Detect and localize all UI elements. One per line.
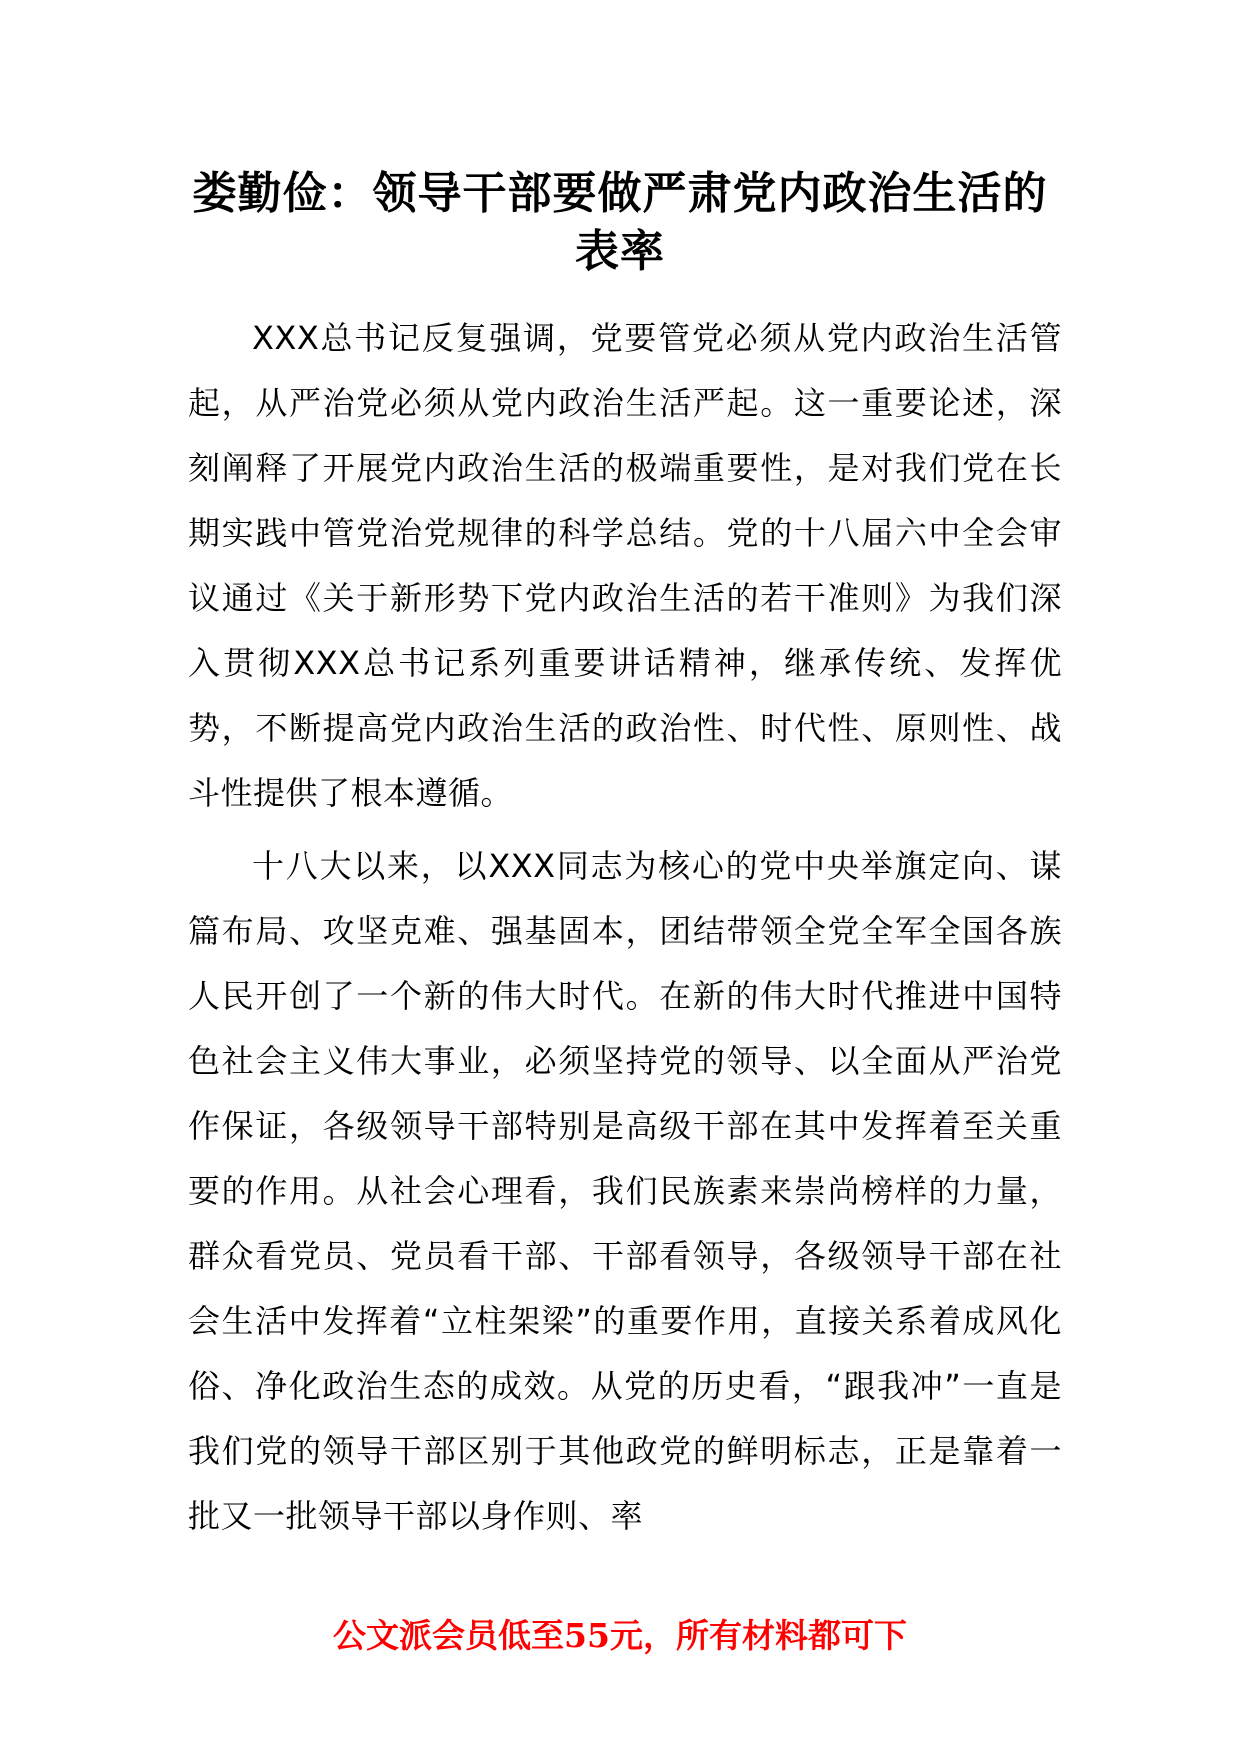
footer-advertisement: 公文派会员低至55元，所有材料都可下 [333, 1616, 907, 1655]
document-title: 娄勤俭：领导干部要做严肃党内政治生活的表率 [192, 168, 1048, 277]
paragraph-1: XXX总书记反复强调，党要管党必须从党内政治生活管起，从严治党必须从党内政治生活严起。这一重要论述，深刻阐释了开展党内政治生活的极端重要性，是对我们党在长期实践中管党治党规律的科学总结。党的十八届六中全会审议通过《关于新形势下党内政治生活的若干准则》为我们深入贯彻XXX总书记系列重要讲话精神，继承传统、发挥优势，不断提高党内政治生活的政治性、时代性、原则性、战斗性提供了根本遵循。 [188, 319, 1062, 812]
paragraph-2: 十八大以来，以XXX同志为核心的党中央举旗定向、谋篇布局、攻坚克难、强基固本，团结带领全党全军全国各族人民开创了一个新的伟大时代。在新的伟大时代推进中国特色社会主义伟大事业，必须坚持党的领导、以全面从严治党作保证，各级领导干部特别是高级干部在其中发挥着至关重要的作用。从社会心理看，我们民族素来崇尚榜样的力量，群众看党员、党员看干部、干部看领导，各级领导干部在社会生活中发挥着“立柱架梁”的重要作用，直接关系着成风化俗、净化政治生态的成效。从党的历史看，“跟我冲”一直是我们党的领导干部区别于其他政党的鲜明标志，正是靠着一批又一批领导干部以身作则、率 [188, 847, 1062, 1535]
document-body [188, 306, 1062, 1557]
